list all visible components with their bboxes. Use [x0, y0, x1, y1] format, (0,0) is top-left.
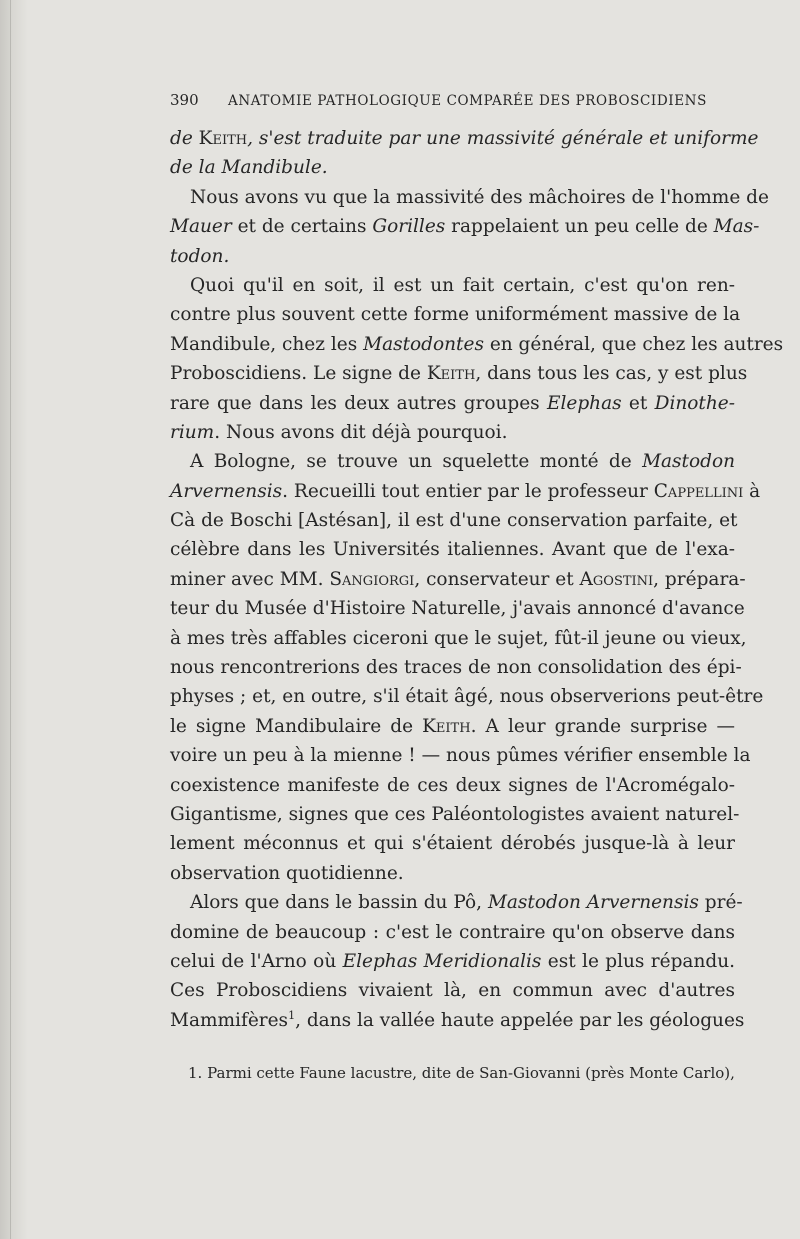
running-title: ANATOMIE PATHOLOGIQUE COMPARÉE DES PROBOSCIDIENS	[228, 93, 707, 109]
text-line	[170, 594, 745, 623]
text-span: observation quotidienne.	[170, 862, 404, 884]
text-line	[170, 183, 769, 212]
text-span: coexistence manifeste de ces deux signes de l'Acromégalo-	[170, 774, 735, 796]
text-span: Mauer	[170, 216, 232, 238]
text-span: Quoi qu'il en soit, il est un fait certain, c'est qu'on ren-	[190, 274, 735, 296]
text-span: teur du Musée d'Histoire Naturelle, j'avais annoncé d'avance	[170, 598, 745, 620]
text-span: Arvernensis	[170, 480, 283, 502]
text-line	[170, 535, 735, 564]
text-line	[170, 506, 738, 535]
text-span: Alors que dans le bassin du Pô,	[190, 892, 488, 914]
text-span: todon.	[170, 245, 230, 267]
text-line	[170, 918, 735, 947]
text-line	[170, 1006, 745, 1035]
text-span: pré-	[698, 892, 743, 914]
text-span: celui de l'Arno où	[170, 950, 343, 972]
text-span: Mastodon	[642, 451, 735, 473]
text-span: à mes très affables ciceroni que le sujet, fût-il jeune ou vieux,	[170, 627, 747, 649]
running-header	[170, 91, 735, 109]
text-span: et	[621, 392, 655, 414]
text-span: rappelaient un peu celle de	[445, 216, 714, 238]
text-line	[170, 859, 735, 888]
text-line	[170, 947, 735, 976]
text-span: Mastodontes	[363, 333, 484, 355]
text-line	[170, 271, 735, 300]
body-text	[170, 124, 784, 1035]
text-line	[170, 447, 735, 476]
text-span: Elephas	[546, 392, 622, 414]
text-span: à	[743, 480, 761, 502]
text-span: , conservateur et	[414, 568, 580, 590]
text-span: , prépara-	[653, 568, 746, 590]
text-span: Keith	[422, 715, 471, 737]
text-span: , dans tous les cas, y est plus	[475, 363, 748, 385]
text-line	[170, 330, 784, 359]
text-line	[170, 800, 740, 829]
text-span: de	[170, 128, 199, 149]
text-span: Cà de Boschi [Astésan], il est d'une conservation parfaite, et	[170, 510, 738, 532]
book-gutter	[0, 0, 28, 1239]
text-span: rium	[170, 421, 215, 443]
text-line	[170, 153, 735, 182]
text-span: le signe Mandibulaire de	[170, 715, 423, 737]
text-line	[170, 741, 751, 770]
text-span: Keith	[426, 363, 476, 385]
text-span: nous rencontrerions des traces de non consolidation des épi-	[170, 657, 742, 679]
text-line	[170, 418, 735, 447]
text-span: Nous avons vu que la massivité des mâchoires de l'homme de	[190, 186, 769, 208]
text-span: Sangiorgi	[329, 568, 415, 590]
text-line	[170, 389, 735, 418]
text-line	[170, 771, 735, 800]
text-span: Elephas Meridionalis	[342, 950, 542, 972]
text-span: physes ; et, en outre, s'il était âgé, nous observerions peut-être	[170, 686, 764, 708]
text-span: Mas-	[713, 216, 760, 238]
text-span: . Recueilli tout entier par le professeur	[282, 480, 654, 502]
text-span: Gigantisme, signes que ces Paléontologistes avaient naturel-	[170, 803, 740, 825]
text-span: Dinothe-	[654, 392, 735, 414]
text-span: rare que dans les deux autres groupes	[170, 392, 547, 414]
text-span: . Nous avons dit déjà pourquoi.	[214, 421, 508, 443]
footnote-marker: 1	[288, 1008, 296, 1022]
text-line	[170, 565, 746, 594]
text-span: miner avec MM.	[170, 568, 330, 590]
text-line	[170, 300, 741, 329]
text-line	[170, 682, 764, 711]
text-span: et de certains	[231, 216, 373, 238]
text-line	[170, 653, 742, 682]
text-span: Ces Proboscidiens vivaient là, en commun avec d'autres	[170, 980, 735, 1002]
text-span: célèbre dans les Universités italiennes. Avant que de l'exa-	[170, 539, 735, 561]
text-span: Keith	[198, 128, 248, 149]
text-line	[170, 829, 735, 858]
text-span: , dans la vallée haute appelée par les géologues	[295, 1009, 745, 1031]
text-span: voire un peu à la mienne ! — nous pûmes vérifier ensemble la	[170, 745, 751, 767]
footnote: 1. Parmi cette Faune lacustre, dite de San-Giovanni (près Monte Carlo),	[188, 1064, 735, 1082]
text-line	[170, 624, 747, 653]
text-span: contre plus souvent cette forme uniformément massive de la	[170, 304, 741, 326]
text-line	[170, 712, 735, 741]
text-line	[170, 976, 735, 1005]
text-span: Mastodon Arvernensis	[487, 892, 699, 914]
text-span: est le plus répandu.	[541, 950, 735, 972]
text-line	[170, 477, 761, 506]
text-line	[170, 124, 759, 153]
text-line	[170, 359, 748, 388]
text-span: lement méconnus et qui s'étaient dérobés jusque-là à leur	[170, 833, 735, 855]
text-span: Gorilles	[372, 216, 446, 238]
text-span: A Bologne, se trouve un squelette monté de	[190, 451, 643, 473]
text-span: de la Mandibule.	[170, 157, 328, 179]
text-span: Mammifères	[170, 1009, 289, 1031]
text-span: . A leur grande surprise —	[470, 715, 735, 737]
text-span: en général, que chez les autres	[483, 333, 784, 355]
text-line	[170, 242, 735, 271]
text-line	[170, 888, 743, 917]
text-span: Agostini	[579, 568, 654, 590]
text-span: , s'est traduite par une massivité générale et uniforme	[247, 128, 759, 149]
text-span: domine de beaucoup : c'est le contraire qu'on observe dans	[170, 921, 735, 943]
text-line	[170, 212, 760, 241]
text-span: Cappellini	[653, 480, 744, 502]
page-number: 390	[170, 91, 199, 109]
text-span: Mandibule, chez les	[170, 333, 364, 355]
text-span: Proboscidiens. Le signe de	[170, 363, 427, 385]
